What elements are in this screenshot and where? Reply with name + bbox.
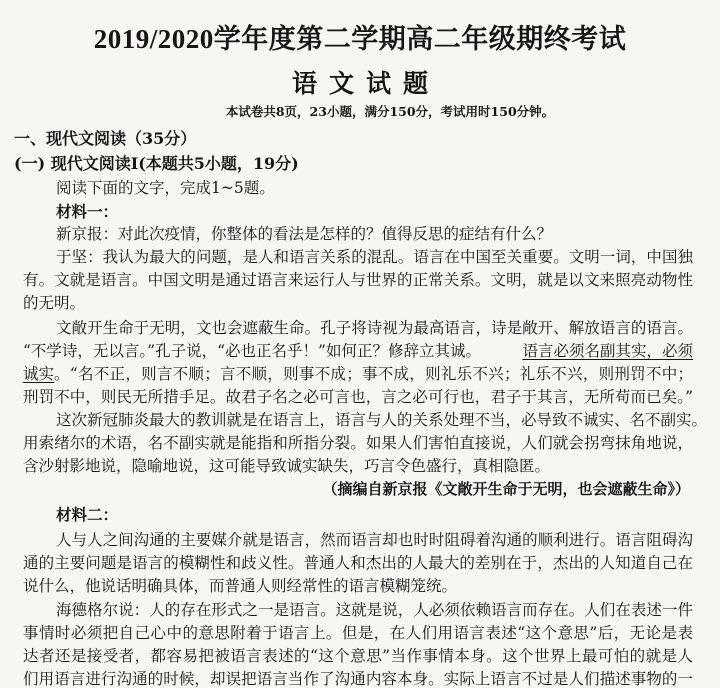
- paragraph-line: 们用语言进行沟通的时候，却误把语言当作了沟通内容本身。实际上语言不过是人们描述事物的一: [23, 670, 693, 688]
- paragraph-line: 文敞开生命于无明，文也会遮蔽生命。孔子将诗视为最高语言，诗是敞开、解放语言的语言。: [56, 319, 693, 337]
- paragraph-line: 的无明。: [23, 294, 86, 312]
- exam-subtitle: 语文试题: [291, 69, 440, 98]
- subsection-heading: (一) 现代文阅读Ⅰ(本题共5小题，19分): [14, 154, 299, 173]
- paragraph-line: 通的主要问题是语言的模糊性和歧义性。普通人和杰出的人最大的差别在于，杰出的人知道自己在: [23, 554, 693, 572]
- exam-info: 本试卷共8页，23小题，满分150分，考试用时150分钟。: [225, 104, 555, 119]
- material1-label: 材料一：: [56, 202, 119, 221]
- paragraph-line: 有。文就是语言。中国文明是通过语言来运行人与世界的正常关系。文明，就是以文来照亮动物性: [23, 271, 693, 289]
- exam-title: 2019/2020学年度第二学期高二年级期终考试: [93, 24, 627, 54]
- paragraph-line: 事情时必须把自己心中的意思附着于语言上。但是，在人们用语言表述“这个意思”后，无论是表: [23, 624, 693, 642]
- paragraph-line: 海德格尔说：人的存在形式之一是语言。这就是说，人必须依赖语言而存在。人们在表述一件: [56, 601, 693, 619]
- paragraph-line: 达者还是接受者，都容易把被语言表述的“这个意思”当作事情本身。这个世界上最可怕的就是人: [23, 647, 693, 665]
- paragraph-line: 用索绪尔的术语，名不副实就是能指和所指分裂。如果人们害怕直接说，人们就会拐弯抹角地说，: [23, 434, 693, 452]
- source-citation: （摘编自新京报《文敞开生命于无明，也会遮蔽生命》）: [322, 480, 690, 498]
- paragraph-line: 含沙射影地说，隐喻地说，这可能导致诚实缺失，巧言令色盛行，真相隐匿。: [23, 457, 551, 475]
- section-heading: 一、现代文阅读（35分）: [14, 129, 197, 148]
- paragraph-line: 于坚：我认为最大的问题，是人和语言关系的混乱。语言在中国至关重要。文明一词，中国独: [56, 248, 693, 266]
- quote-text: “不学诗，无以言。”孔子说，“必也正名乎！”如何正？修辞立其诚。: [23, 342, 481, 360]
- material2-label: 材料二：: [56, 505, 119, 524]
- paragraph-line: [23, 367, 693, 383]
- paragraph-line: 说什么，他说话明确具体，而普通人则经常性的语言模糊笼统。: [23, 577, 458, 595]
- underlined-text: 语言必须名副其实，必须: [522, 342, 693, 360]
- paragraph-line: 新京报：对此次疫情，你整体的看法是怎样的？值得反思的症结有什么？: [56, 225, 553, 243]
- quote-text: 。“名不正，则言不顺；言不顺，则事不成；事不成，则礼乐不兴；礼乐不兴，则刑罚不中；: [54, 365, 693, 383]
- paragraph-line: 人与人之间沟通的主要媒介就是语言，然而语言却也时时阻碍着沟通的顺利进行。语言阻碍沟: [56, 531, 693, 549]
- paragraph-line: [23, 344, 693, 360]
- paragraph-line: 这次新冠肺炎最大的教训就是在语言上，语言与人的关系处理不当，必导致不诚实、名不副实。: [56, 411, 708, 429]
- instruction: 阅读下面的文字，完成1~5题。: [56, 179, 275, 197]
- paragraph-line: 刑罚不中，则民无所措手足。故君子名之必可言也，言之必可行也，君子于其言，无所苟而已矣。”: [23, 388, 693, 406]
- underlined-text: 诚实: [23, 365, 55, 383]
